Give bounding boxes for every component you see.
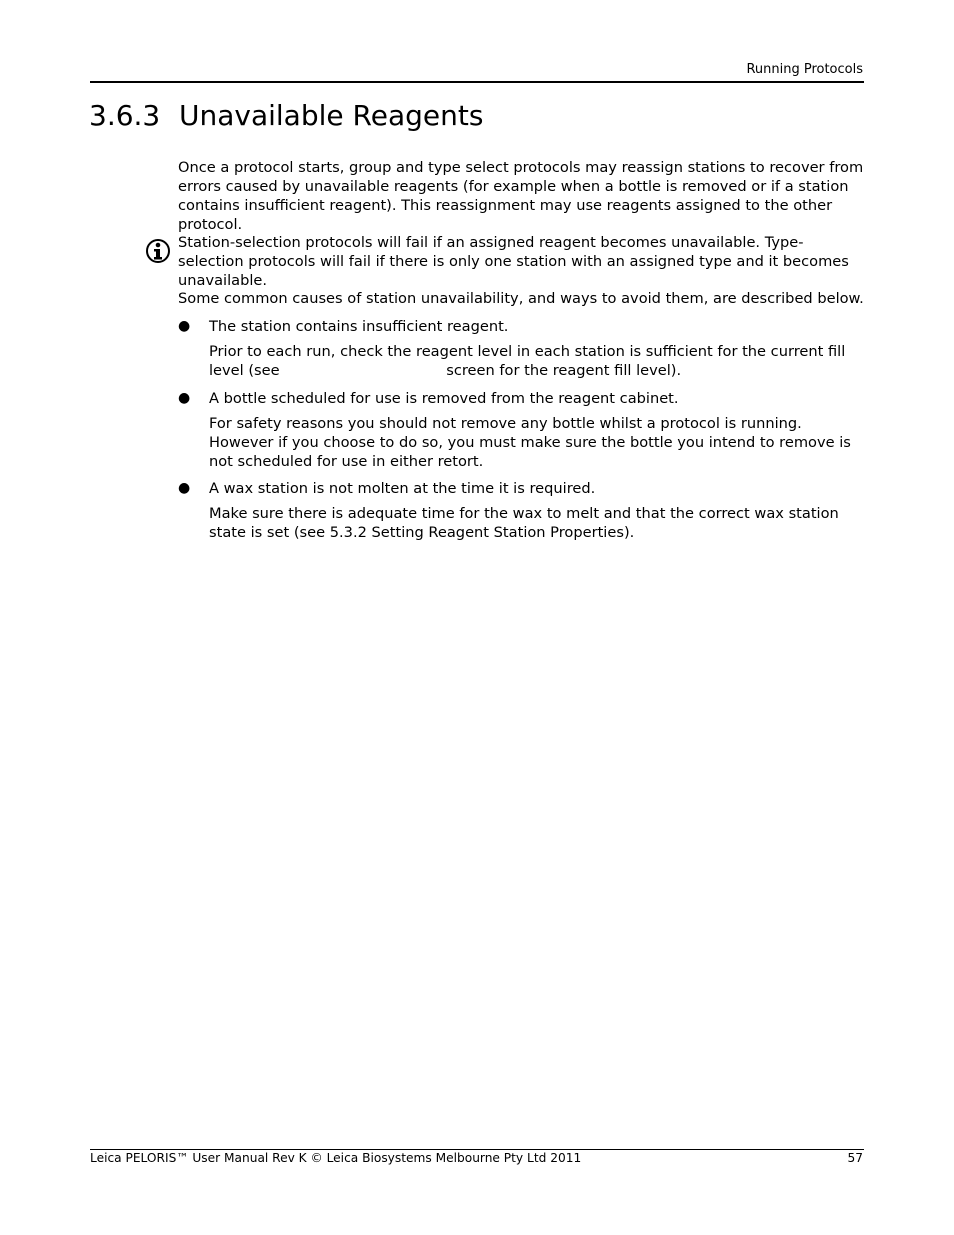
bullet-marker: ● — [178, 480, 191, 496]
cause-detail-1b: screen for the reagent fill level). — [446, 362, 682, 379]
page-number: 57 — [847, 1151, 863, 1165]
footer-text: Leica PELORIS™ User Manual Rev K © Leica Biosystems Melbourne Pty Ltd 2011 — [90, 1151, 582, 1165]
info-icon — [146, 238, 170, 264]
bullet-marker: ● — [178, 318, 191, 334]
cause-item-1: The station contains insufficient reagent. — [209, 318, 509, 335]
section-title: Unavailable Reagents — [179, 99, 484, 132]
running-header: Running Protocols — [746, 62, 863, 77]
footer-rule — [90, 1149, 864, 1150]
cause-item-2: A bottle scheduled for use is removed from the reagent cabinet. — [209, 390, 679, 407]
bullet-marker: ● — [178, 390, 191, 406]
cause-detail-1 — [209, 342, 869, 380]
section-number: 3.6.3 — [89, 99, 161, 132]
cause-detail-3: Make sure there is adequate time for the wax to melt and that the correct wax station state is set (see 5.3.2 Setting Reagent Station Properties). — [209, 505, 839, 541]
cause-item-3: A wax station is not molten at the time it is required. — [209, 480, 596, 497]
section-heading — [89, 99, 483, 132]
cause-detail-2: For safety reasons you should not remove any bottle whilst a protocol is running. However if you choose to do so, you must make sure the bottle you intend to remove is not scheduled for use in either retort. — [209, 415, 851, 470]
intro-paragraph: Once a protocol starts, group and type select protocols may reassign stations to recover from errors caused by unavailable reagents (for example when a bottle is removed or if a station contains insufficient reagent). This reassignment may use reagents assigned to the other protocol. — [178, 159, 864, 233]
causes-intro: Some common causes of station unavailability, and ways to avoid them, are described below. — [178, 290, 864, 307]
header-rule — [90, 81, 864, 83]
cause-detail-1a: Prior to each run, check the reagent level in each station is sufficient for the current fill level (see — [209, 343, 846, 379]
note-text: Station-selection protocols will fail if an assigned reagent becomes unavailable. Type-selection protocols will fail if there is only one station with an assigned type and it becomes unavailable. — [178, 234, 849, 289]
